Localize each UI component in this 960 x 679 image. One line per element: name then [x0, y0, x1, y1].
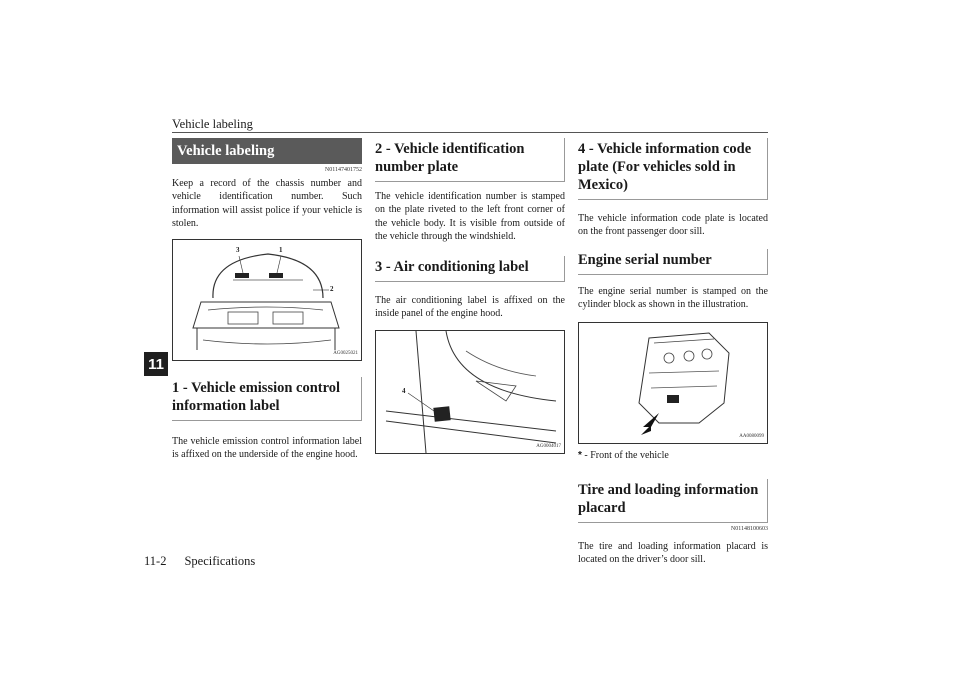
- paragraph-ac-label: The air conditioning label is affixed on the inside panel of the engine hood.: [375, 294, 565, 320]
- figure-note: [578, 450, 768, 461]
- page-footer: [144, 554, 273, 569]
- section-heading-emission-label: 1 - Vehicle emission control information label: [172, 377, 362, 421]
- running-header: Vehicle labeling: [172, 117, 253, 131]
- header-rule: [172, 132, 768, 133]
- figure-ac-label: [375, 330, 565, 454]
- paragraph-info-code-plate: The vehicle information code plate is located on the front passenger door sill.: [578, 213, 768, 238]
- paragraph-intro: Keep a record of the chassis number and vehicle identification number. Such information will assist police if your vehicle is stolen.: [172, 178, 362, 230]
- callout-2: 2: [330, 284, 334, 293]
- section-heading-vin-plate: 2 - Vehicle identification number plate: [375, 138, 565, 182]
- figure-engine-bay: [172, 239, 362, 361]
- paragraph-emission-label: The vehicle emission control information label is affixed on the underside of the engine hood.: [172, 435, 362, 461]
- section-heading-tire-placard: Tire and loading information placard: [578, 479, 768, 523]
- section-code: N01147401752: [324, 167, 362, 173]
- paragraph-engine-serial: The engine serial number is stamped on the cylinder block as shown in the illustration.: [578, 285, 768, 311]
- section-heading-ac-label: 3 - Air conditioning label: [375, 256, 565, 282]
- footer-section: Specifications: [184, 554, 256, 568]
- callout-4: 4: [402, 387, 406, 396]
- column-1: [172, 138, 362, 461]
- figure-code: AG0025021: [333, 350, 358, 356]
- note-text: - Front of the vehicle: [584, 449, 669, 461]
- paragraph-vin-plate: The vehicle identification number is stamped on the plate riveted to the left front corner of the vehicle body. It is visible from outside of the vehicle through the windshield.: [375, 191, 565, 243]
- callout-1: 1: [279, 245, 283, 254]
- note-mark: *: [578, 449, 582, 461]
- chapter-tab: 11: [144, 352, 168, 376]
- figure-code: AG0004017: [536, 444, 561, 450]
- callout-3: 3: [236, 245, 240, 254]
- page-number: 11-2: [144, 554, 167, 568]
- section-heading-vehicle-labeling: Vehicle labeling: [172, 138, 362, 164]
- section-heading-info-code-plate: 4 - Vehicle information code plate (For vehicles sold in Mexico): [578, 138, 768, 200]
- figure-code: AA0080099: [739, 433, 764, 439]
- engine-bay-illustration: [173, 240, 361, 360]
- engine-illustration: [579, 323, 767, 443]
- column-3: [578, 138, 768, 566]
- figure-engine: [578, 322, 768, 444]
- paragraph-tire-placard: The tire and loading information placard is located on the driver’s door sill.: [578, 540, 768, 566]
- section-heading-engine-serial: Engine serial number: [578, 249, 768, 275]
- column-2: [375, 138, 565, 454]
- section-code: N01148100603: [730, 525, 768, 532]
